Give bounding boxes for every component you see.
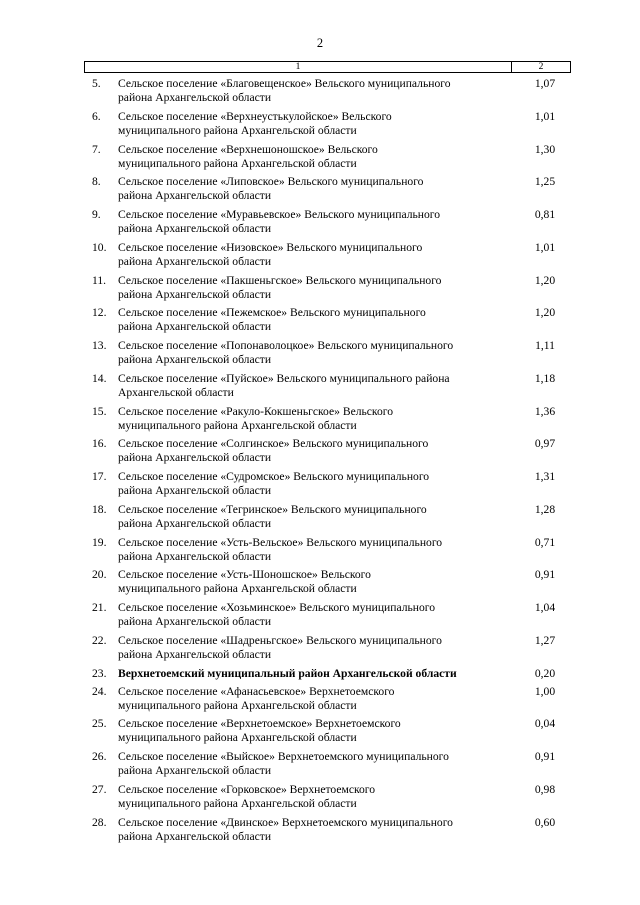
row-name-line-2: муниципального района Архангельской области xyxy=(118,698,357,712)
row-name xyxy=(118,568,498,596)
row-name-line-2: района Архангельской области xyxy=(118,615,272,628)
table-header xyxy=(84,61,571,73)
row-name-line-1: Сельское поселение «Судромское» Вельского муниципального xyxy=(118,470,430,483)
row-name xyxy=(118,634,498,662)
table-row xyxy=(0,503,640,536)
row-number: 26. xyxy=(92,750,107,763)
row-name-line-1: Сельское поселение «Шадреньгское» Вельского муниципального xyxy=(118,633,442,647)
row-name-line-1: Сельское поселение «Тегринское» Вельского муниципального xyxy=(118,502,427,516)
row-name-line-1: Сельское поселение «Верхнеустькулойское» Вельского xyxy=(118,109,392,123)
row-number: 5. xyxy=(92,77,101,90)
table-row xyxy=(0,750,640,783)
row-value: 0,81 xyxy=(534,208,556,221)
row-name-line-1: Сельское поселение «Усть-Шоношское» Вельского xyxy=(118,568,371,582)
row-value: 0,98 xyxy=(534,782,556,796)
table-row xyxy=(0,667,640,685)
row-value: 0,97 xyxy=(534,437,556,451)
table-row xyxy=(0,685,640,718)
row-number: 9. xyxy=(92,208,101,221)
row-name-line-1: Сельское поселение «Пакшеньгское» Вельского муниципального xyxy=(118,273,442,287)
table-row xyxy=(0,143,640,176)
row-name-line-2: района Архангельской области xyxy=(118,91,272,104)
table-row xyxy=(0,634,640,667)
row-name-line-1: Верхнетоемский муниципальный район Архангельской области xyxy=(118,666,457,680)
row-number: 20. xyxy=(92,568,107,582)
row-number: 11. xyxy=(92,273,107,287)
row-name xyxy=(118,437,498,465)
row-name xyxy=(118,750,498,778)
row-value: 1,28 xyxy=(534,502,556,516)
row-value: 0,91 xyxy=(534,568,556,582)
table-row xyxy=(0,274,640,307)
row-name-line-2: муниципального района Архангельской области xyxy=(118,123,357,137)
row-name-line-1: Сельское поселение «Благовещенское» Вельского муниципального xyxy=(118,77,451,90)
row-value: 1,01 xyxy=(534,240,556,254)
table-row xyxy=(0,339,640,372)
row-number: 15. xyxy=(92,404,107,418)
table-row xyxy=(0,568,640,601)
table-row xyxy=(0,717,640,750)
row-value: 1,11 xyxy=(535,339,555,352)
row-name-line-1: Сельское поселение «Солгинское» Вельского муниципального xyxy=(118,437,429,451)
row-name xyxy=(118,241,498,269)
row-value: 1,04 xyxy=(534,601,556,614)
table-row xyxy=(0,175,640,208)
page-number: 2 xyxy=(316,36,324,50)
row-name xyxy=(118,208,498,236)
row-value: 1,27 xyxy=(534,633,556,647)
row-number: 13. xyxy=(92,339,107,352)
row-name-line-1: Сельское поселение «Низовское» Вельского муниципального xyxy=(118,240,423,254)
row-name-line-2: района Архангельской области xyxy=(118,764,272,777)
row-number: 7. xyxy=(92,142,101,156)
row-name-line-1: Сельское поселение «Афанасьевское» Верхнетоемского xyxy=(118,684,395,698)
row-name xyxy=(118,372,498,400)
row-name-line-1: Сельское поселение «Ракуло-Кокшеньгское» Вельского xyxy=(118,404,394,418)
table-row xyxy=(0,405,640,438)
row-name xyxy=(118,77,498,105)
row-number: 16. xyxy=(92,437,107,451)
row-name-line-2: района Архангельской области xyxy=(118,287,272,301)
row-value: 0,60 xyxy=(534,815,556,829)
row-name-line-2: района Архангельской области xyxy=(118,451,272,465)
row-value: 1,36 xyxy=(534,404,556,418)
row-number: 19. xyxy=(92,535,107,549)
row-value: 0,71 xyxy=(534,535,556,549)
row-value: 1,18 xyxy=(534,371,556,385)
row-name xyxy=(118,274,498,302)
row-name xyxy=(118,783,498,811)
row-name-line-1: Сельское поселение «Верхнетоемское» Верхнетоемского xyxy=(118,717,401,731)
row-name-line-2: района Архангельской области xyxy=(118,320,272,334)
row-name-line-2: муниципального района Архангельской области xyxy=(118,582,357,596)
row-name xyxy=(118,685,498,713)
row-number: 28. xyxy=(92,815,107,829)
row-value: 1,01 xyxy=(534,109,556,123)
row-name-line-1: Сельское поселение «Хозьминское» Вельского муниципального xyxy=(118,601,436,614)
row-name-line-1: Сельское поселение «Выйское» Верхнетоемского муниципального xyxy=(118,750,449,763)
table-row xyxy=(0,372,640,405)
table-header-col-2: 2 xyxy=(538,62,544,72)
table-header-col-1: 1 xyxy=(85,62,512,72)
table-body xyxy=(0,77,640,848)
row-name-line-2: муниципального района Архангельской области xyxy=(118,796,357,810)
row-name xyxy=(118,503,498,531)
row-number: 14. xyxy=(92,371,107,385)
row-name-line-2: района Архангельской области xyxy=(118,353,272,366)
row-name-line-1: Сельское поселение «Пуйское» Вельского муниципального района xyxy=(118,371,450,385)
row-name-line-2: района Архангельской области xyxy=(118,647,272,661)
row-name-line-2: района Архангельской области xyxy=(118,516,272,530)
row-name xyxy=(118,306,498,334)
row-number: 21. xyxy=(92,601,107,614)
row-name-line-1: Сельское поселение «Горковское» Верхнетоемского xyxy=(118,782,376,796)
row-name-line-1: Сельское поселение «Верхнешоношское» Вельского xyxy=(118,142,378,156)
row-number: 25. xyxy=(92,717,107,731)
row-value: 0,04 xyxy=(534,717,556,731)
table-row xyxy=(0,601,640,634)
row-number: 17. xyxy=(92,470,107,483)
row-name xyxy=(118,816,498,844)
table-row xyxy=(0,437,640,470)
row-name-line-1: Сельское поселение «Попонаволоцкое» Вельского муниципального xyxy=(118,339,454,352)
table-row xyxy=(0,241,640,274)
row-name xyxy=(118,470,498,498)
row-number: 27. xyxy=(92,782,107,796)
table-row xyxy=(0,783,640,816)
row-name xyxy=(118,110,498,138)
table-row xyxy=(0,110,640,143)
table-row xyxy=(0,816,640,849)
row-name-line-2: муниципального района Архангельской области xyxy=(118,731,357,745)
row-name xyxy=(118,717,498,745)
row-name-line-1: Сельское поселение «Пежемское» Вельского муниципального xyxy=(118,306,426,320)
row-name xyxy=(118,667,498,681)
row-name-line-1: Сельское поселение «Липовское» Вельского муниципального xyxy=(118,175,424,189)
row-value: 1,30 xyxy=(534,142,556,156)
row-name-line-2: района Архангельской области xyxy=(118,189,272,203)
row-name-line-2: муниципального района Архангельской области xyxy=(118,156,357,170)
row-name-line-1: Сельское поселение «Усть-Вельское» Вельского муниципального xyxy=(118,535,443,549)
row-name-line-2: района Архангельской области xyxy=(118,549,272,563)
row-name xyxy=(118,601,498,629)
row-name xyxy=(118,536,498,564)
row-number: 18. xyxy=(92,502,107,516)
row-name-line-1: Сельское поселение «Двинское» Верхнетоемского муниципального xyxy=(118,815,453,829)
row-name-line-2: района Архангельской области xyxy=(118,222,272,235)
table-row xyxy=(0,306,640,339)
row-value: 1,07 xyxy=(534,77,556,90)
row-name-line-2: района Архангельской области xyxy=(118,829,272,843)
row-number: 23. xyxy=(92,666,107,680)
row-name xyxy=(118,339,498,367)
table-row xyxy=(0,77,640,110)
row-name-line-1: Сельское поселение «Муравьевское» Вельского муниципального xyxy=(118,208,441,221)
row-value: 1,31 xyxy=(534,470,556,483)
row-number: 12. xyxy=(92,306,107,320)
row-value: 1,25 xyxy=(534,175,556,189)
row-number: 6. xyxy=(92,109,101,123)
row-name xyxy=(118,405,498,433)
table-row xyxy=(0,208,640,241)
row-number: 22. xyxy=(92,633,107,647)
row-name-line-2: Архангельской области xyxy=(118,385,234,399)
row-name-line-2: района Архангельской области xyxy=(118,484,272,497)
row-name-line-2: муниципального района Архангельской области xyxy=(118,418,357,432)
row-number: 10. xyxy=(92,240,107,254)
row-value: 1,20 xyxy=(534,273,556,287)
row-number: 24. xyxy=(92,684,107,698)
row-name xyxy=(118,143,498,171)
row-value: 0,91 xyxy=(534,750,556,763)
row-name xyxy=(118,175,498,203)
table-row xyxy=(0,536,640,569)
row-name-line-2: района Архангельской области xyxy=(118,254,272,268)
row-number: 8. xyxy=(92,175,101,189)
row-value: 1,20 xyxy=(534,306,556,320)
table-row xyxy=(0,470,640,503)
row-value: 1,00 xyxy=(534,684,556,698)
row-value: 0,20 xyxy=(534,666,556,680)
